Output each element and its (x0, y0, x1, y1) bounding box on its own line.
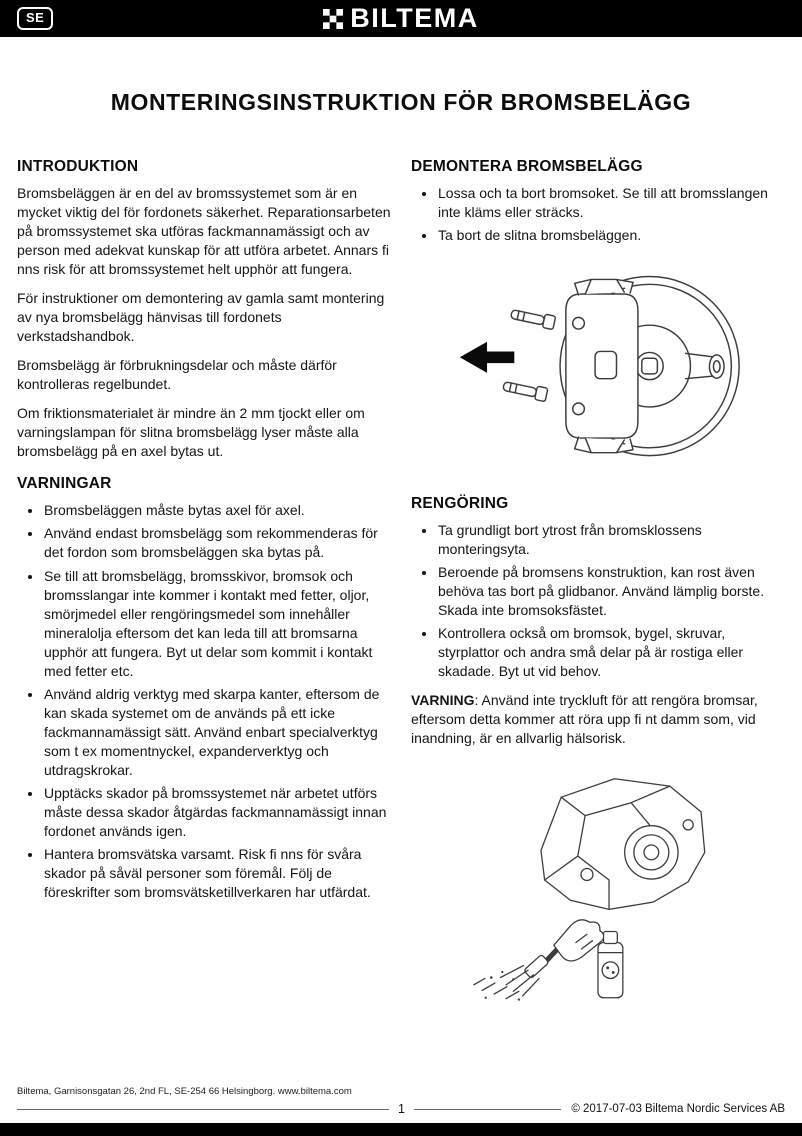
intro-paragraph: För instruktioner om demontering av gamla samt montering av nya bromsbelägg hänvisas till fordonets verkstadshandbok. (17, 290, 385, 345)
left-arrow-icon (460, 342, 515, 373)
section-heading-introduktion: INTRODUKTION (17, 158, 139, 175)
document-body (0, 158, 802, 1009)
list-item: • Hantera bromsvätska varsamt. Risk fi nns för svåra skador på såväl personer som föremål. Följ de föreskrifter som bromsvätsketillverkaren har utfärdat. (43, 845, 391, 902)
footer-divider (17, 1109, 389, 1110)
intro-paragraph: Om friktionsmaterialet är mindre än 2 mm tjockt eller om varningslampan för slitna bromsbelägg lyser måste alla bromsbelägg på en axel bytas ut. (17, 405, 365, 460)
list-item: • Upptäcks skador på bromssystemet när arbetet utförs måste dessa skador åtgärdas fackmannamässigt innan fordonet används igen. (43, 784, 391, 841)
list-item: • Bromsbeläggen måste bytas axel för axel. (43, 501, 391, 520)
right-column (411, 158, 785, 1009)
list-item: • Ta bort de slitna bromsbeläggen. (437, 226, 785, 245)
bottom-black-bar (0, 1123, 802, 1136)
list-item: • Använd endast bromsbelägg som rekommenderas för det fordon som bromsbeläggen ska bytas på. (43, 524, 391, 562)
biltema-logo (323, 3, 478, 34)
cleaning-list (411, 521, 785, 681)
list-item: • Lossa och ta bort bromsoket. Se till att bromsslangen inte kläms eller sträcks. (437, 184, 785, 222)
list-item: • Se till att bromsbelägg, bromsskivor, bromsok och bromsslangar inte kommer i kontakt med fetter, oljor, smörjmedel eller rengöringsmedel som innehåller mineralolja eftersom det kan leda till att bromsarna upphör att fungera. Byt ut delar som kommit i kontakt med fetter etc. (43, 567, 391, 681)
warning-label: VARNING (411, 692, 475, 709)
page-footer (17, 1086, 785, 1116)
section-heading-varningar: VARNINGAR (17, 475, 112, 493)
biltema-checkered-logo-icon (323, 9, 343, 29)
section-heading-demontera: DEMONTERA BROMSBELÄGG (411, 158, 643, 175)
list-item: • Ta grundligt bort ytrost från bromsklossens monteringsyta. (437, 521, 785, 559)
page-number: 1 (398, 1102, 405, 1116)
list-item: • Kontrollera också om bromsok, bygel, skruvar, styrplattor och andra små delar på är rostiga eller skadade. Byt ut vid behov. (437, 624, 785, 681)
list-item: • Använd aldrig verktyg med skarpa kanter, eftersom de kan skada systemet om de används på ett icke fackmannamässigt sätt. Använd enbart specialverktyg som t ex momentnyckel, expanderverktyg och utdragskrokar. (43, 685, 391, 780)
section-heading-rengoring: RENGÖRING (411, 495, 509, 513)
brake-disc-removal-illustration (452, 255, 744, 481)
top-header-bar (0, 0, 802, 37)
warning-text: : Använd inte tryckluft för att rengöra bromsar, eftersom detta kommer att röra upp fi nt damm som, vid inandning, är en allvarlig hälsorisk. (411, 692, 758, 747)
footer-divider (414, 1109, 561, 1110)
list-item: • Beroende på bromsens konstruktion, kan rost även behöva tas bort på glidbanor. Använd lämplig borste. Skada inte bromsoksfästet. (437, 563, 785, 620)
warnings-list (17, 501, 391, 902)
left-column (17, 158, 391, 1009)
demount-list (411, 184, 785, 245)
footer-address: Biltema, Garnisonsgatan 26, 2nd FL, SE-254 66 Helsingborg. www.biltema.com (17, 1086, 352, 1097)
language-badge: SE (17, 7, 53, 30)
footer-rule-row (17, 1102, 785, 1116)
intro-paragraph: Bromsbeläggen är en del av bromssystemet som är en mycket viktig del för fordonets säkerhet. Reparationsarbeten på bromssystemet ska utföras fackmannamässigt och av person med adekvat kunskap för att utföra arbetet. Annars fi nns risk för att bromssystemet helt upphör att fungera. (17, 185, 391, 278)
warning-paragraph (411, 691, 785, 748)
biltema-logo-text: BILTEMA (350, 3, 479, 33)
page-title: MONTERINGSINSTRUKTION FÖR BROMSBELÄGG (110, 89, 692, 115)
intro-paragraph: Bromsbelägg är förbrukningsdelar och måste därför kontrolleras regelbundet. (17, 357, 337, 393)
copyright-text: © 2017-07-03 Biltema Nordic Services AB (571, 1103, 785, 1115)
caliper-cleaning-illustration (460, 762, 736, 1009)
